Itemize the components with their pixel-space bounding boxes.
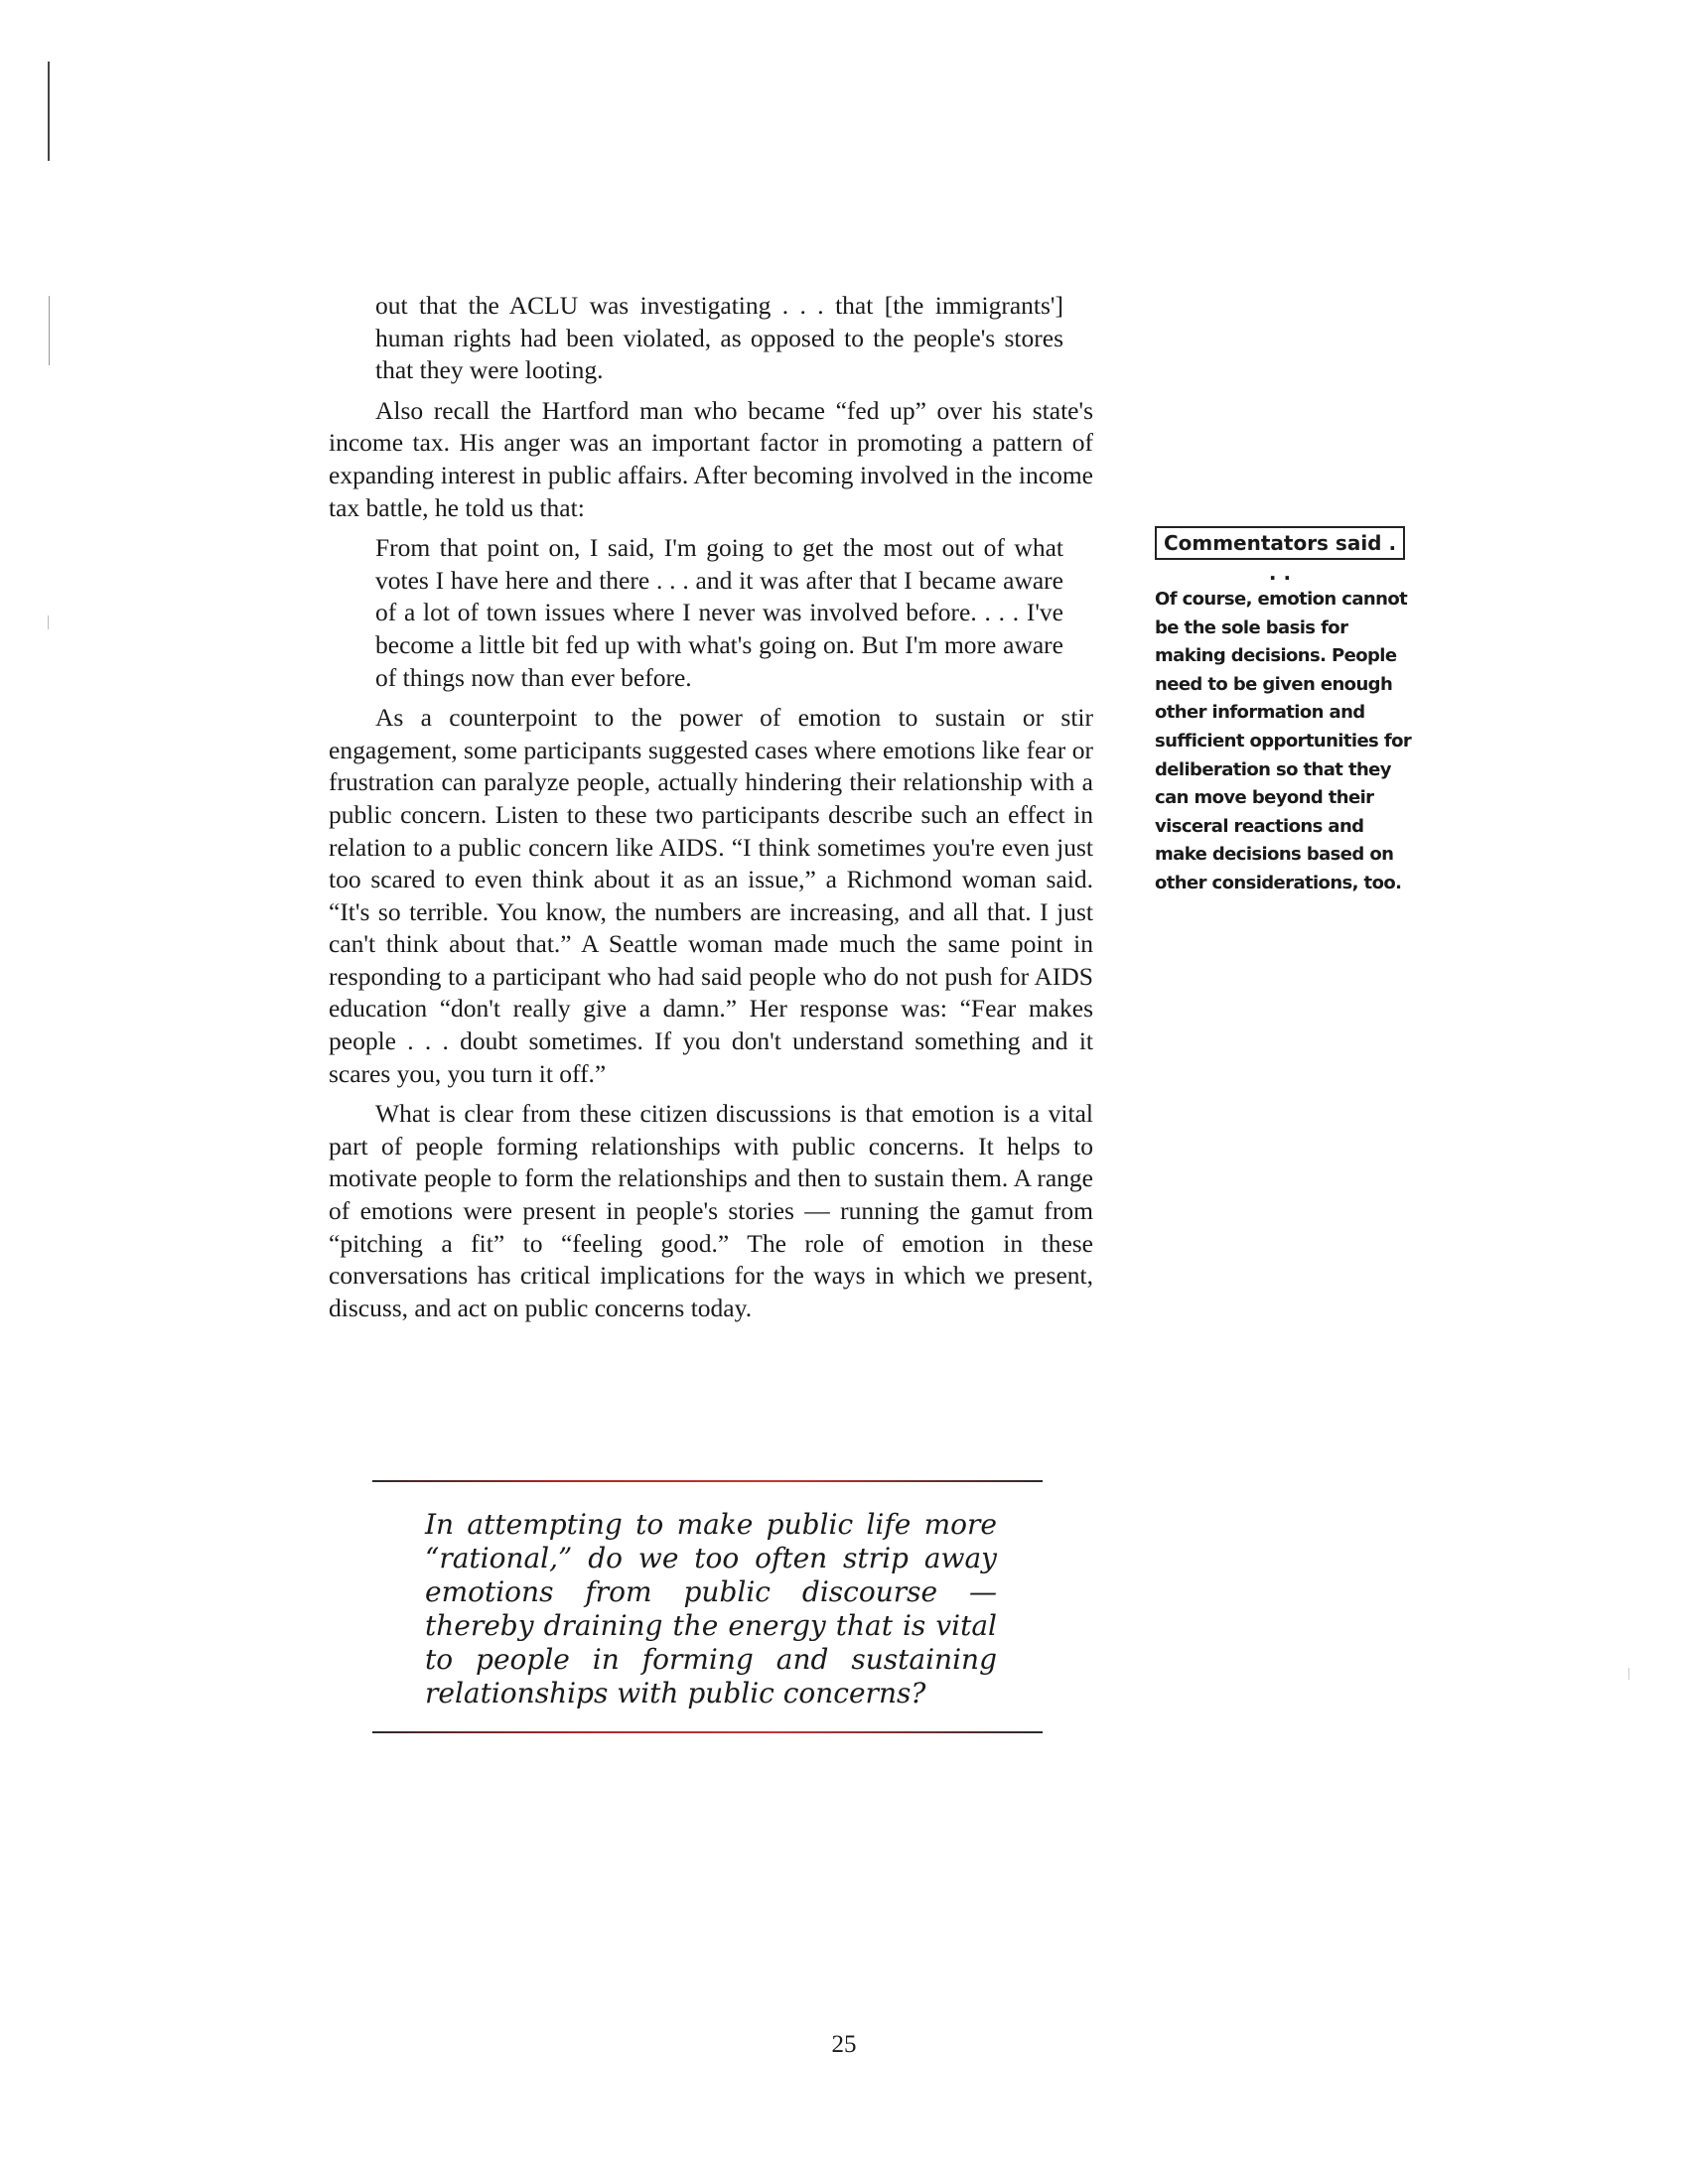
pull-quote: In attempting to make public life more “rational,” do we too often strip away emotions from public discourse — thereby draining the energy that is vital to people in forming and sustaining relationships with public concerns? [425,1508,997,1709]
continued-quote-paragraph: out that the ACLU was investigating . . . that [the immigrants'] human rights had been violated, as opposed to the people's stores that they were looting. [375,291,1063,385]
block-quote-paragraph: From that point on, I said, I'm going to get the most out of what votes I have here and there . . . and it was after that I became aware of a lot of town issues where I never was involved before. . . . I've become a little bit fed up with what's going on. But I'm more aware of things now than ever before. [375,533,1063,692]
scan-edge-mark [49,296,50,365]
body-paragraph: What is clear from these citizen discussions is that emotion is a vital part of people forming relationships with public concerns. It helps to motivate people to form the relationships and then to sustain them. A range of emotions were present in people's stories — running the gamut from “pitching a fit” to “feeling good.” The role of emotion in these conversations has critical implications for the ways in which we present, discuss, and act on public concerns today. [329,1099,1093,1322]
scan-edge-mark [48,62,50,161]
sidebar-heading-box: Commentators said . . . [1155,526,1405,560]
pull-quote-top-rule [372,1480,1043,1482]
main-text-column [329,290,1093,1324]
scan-edge-mark [1628,1668,1629,1680]
commentators-sidebar [1155,526,1413,898]
scan-edge-mark [48,615,49,629]
page-number: 25 [831,2031,857,2058]
body-paragraph: Also recall the Hartford man who became “fed up” over his state's income tax. His anger was an important factor in promoting a pattern of expanding interest in public affairs. After becoming involved in the income tax battle, he told us that: [329,395,1093,522]
body-paragraph: As a counterpoint to the power of emotion to sustain or stir engagement, some participants suggested cases where emotions like fear or frustration can paralyze people, actually hindering their relationship with a public concern. Listen to these two participants describe such an effect in relation to a public concern like AIDS. “I think sometimes you're even just too scared to even think about it as an issue,” a Richmond woman said. “It's so terrible. You know, the numbers are increasing, and all that. I just can't think about that.” A Seattle woman made much the same point in responding to a participant who had said people who do not push for AIDS education “don't really give a damn.” Her response was: “Fear makes people . . . doubt sometimes. If you don't understand something and it scares you, you turn it off.” [329,703,1093,1088]
sidebar-text: Of course, emotion cannot be the sole basis for making decisions. People need to be given enough other information and sufficient opportunities for deliberation so that they can move beyond their visceral reactions and make decisions based on other considerations, too. [1155,589,1412,893]
pull-quote-bottom-rule [372,1731,1043,1733]
